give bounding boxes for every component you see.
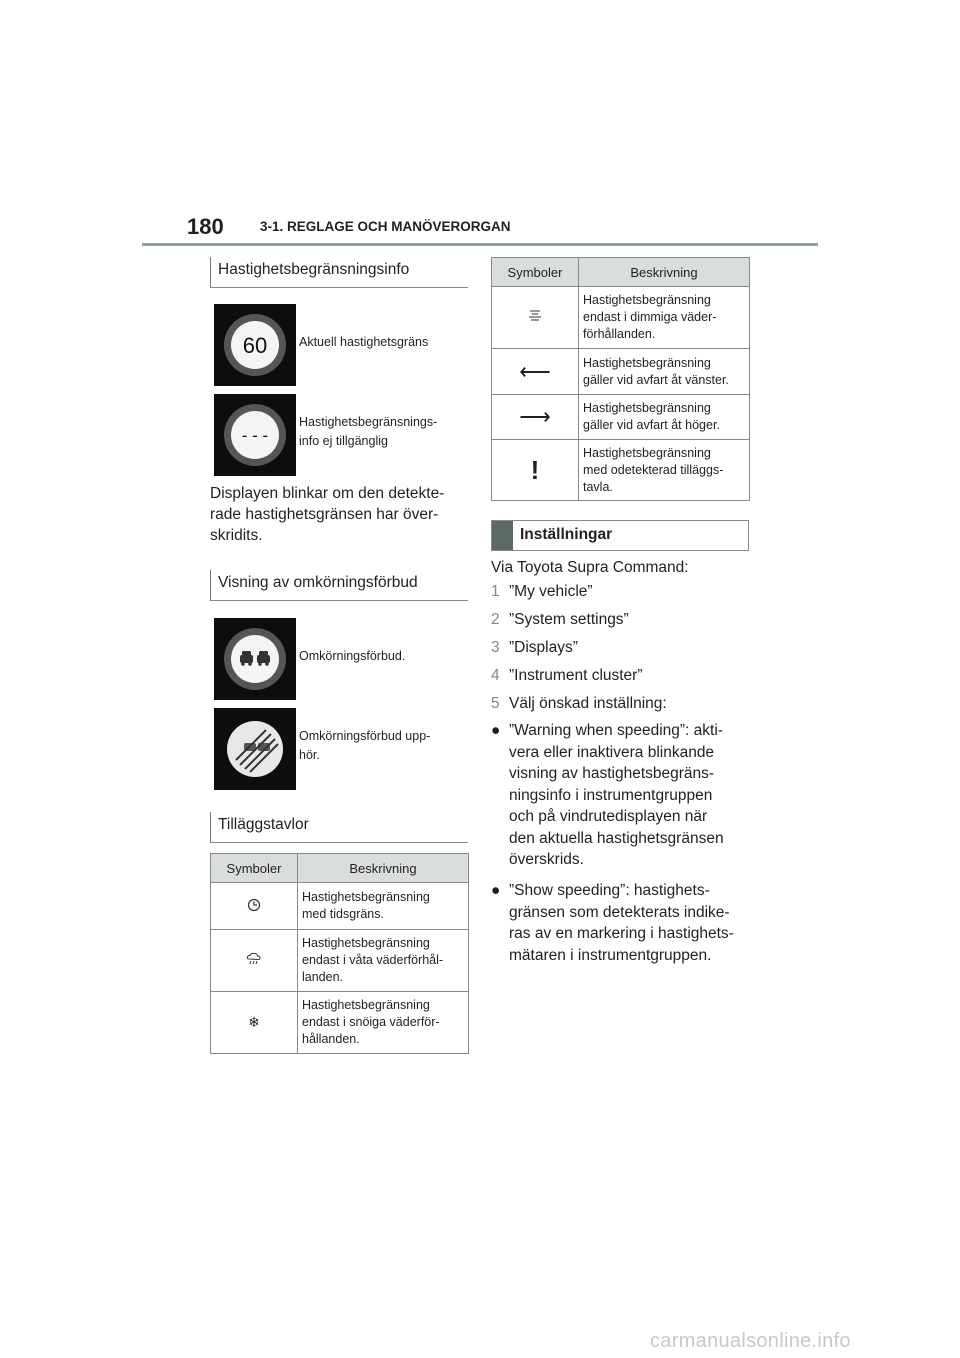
arrow-right-icon: ⟶ [492, 395, 579, 440]
arrow-left-icon: ⟵ [492, 349, 579, 395]
step-number: 2 [491, 611, 500, 628]
step-item [491, 634, 761, 662]
end-no-overtaking-sign-icon [214, 708, 296, 790]
bullet-dot: ● [491, 722, 501, 739]
settings-intro: Via Toyota Supra Command: [491, 559, 689, 576]
heading-accent-bar [492, 521, 513, 550]
row-description: Hastighetsbegränsning endast i våta väderförhål- landen. [298, 930, 469, 992]
clock-icon [211, 883, 298, 930]
sign-label-no-overtaking: Omkörningsförbud. [299, 649, 406, 663]
step-number: 4 [491, 667, 500, 684]
step-item [491, 578, 761, 606]
row-description: Hastighetsbegränsning endast i snöiga väderför- hållanden. [298, 992, 469, 1054]
blink-note: Displayen blinkar om den detekte- rade hastighetsgränsen har över- skridits. [210, 485, 445, 544]
step-text: ”Displays” [509, 639, 578, 656]
column-header-description: Beskrivning [579, 258, 750, 287]
chapter-title: 3-1. REGLAGE OCH MANÖVERORGAN [260, 219, 511, 234]
bullet-dot: ● [491, 882, 501, 899]
step-text: ”Instrument cluster” [509, 667, 643, 684]
unavailable-sign-text: - - - [241, 426, 269, 445]
column-header-description: Beskrivning [298, 854, 469, 883]
bullet-item [491, 720, 761, 871]
settings-title: Inställningar [520, 526, 613, 543]
speed-limit-unavailable-icon [214, 394, 296, 476]
table-row [492, 287, 750, 349]
column-header-symbols: Symboler [492, 258, 579, 287]
step-number: 3 [491, 639, 500, 656]
step-number: 5 [491, 695, 500, 712]
settings-steps [491, 578, 761, 718]
sign-label-info-unavailable: Hastighetsbegränsnings- info ej tillgänglig [299, 415, 438, 448]
section-heading-no-overtaking: Visning av omkörningsförbud [210, 570, 468, 601]
symbol-table [491, 257, 750, 501]
row-description: Hastighetsbegränsning gäller vid avfart åt vänster. [579, 349, 750, 395]
speed-sign-text: 60 [242, 333, 268, 358]
header-divider [142, 243, 818, 246]
step-item [491, 662, 761, 690]
section-heading-speed-limit-info: Hastighetsbegränsningsinfo [210, 257, 468, 288]
step-number: 1 [491, 583, 500, 600]
table-row [211, 930, 469, 992]
step-item [491, 690, 761, 718]
step-text: Välj önskad inställning: [509, 695, 667, 712]
speed-60-sign-icon [214, 304, 296, 386]
supplementary-table [210, 853, 469, 1054]
rain-cloud-icon [211, 930, 298, 992]
bullet-text: ”Warning when speeding”: akti- vera eller inaktivera blinkande visning av hastighetsbegräns- ningsinfo i instrumentgruppen och på vindrutedisplayen när den aktuella hastighetsgränsen överskrids. [509, 722, 724, 868]
section-heading-settings [491, 520, 749, 551]
fog-icon [492, 287, 579, 349]
watermark: carmanualsonline.info [650, 1330, 851, 1352]
step-item [491, 606, 761, 634]
column-header-symbols: Symboler [211, 854, 298, 883]
row-description: Hastighetsbegränsning endast i dimmiga väder- förhållanden. [579, 287, 750, 349]
sign-label-current-limit: Aktuell hastighetsgräns [299, 335, 429, 349]
table-row [492, 395, 750, 440]
row-description: Hastighetsbegränsning med odetekterad tilläggs- tavla. [579, 440, 750, 501]
table-row [211, 883, 469, 930]
table-row [492, 349, 750, 395]
section-heading-supplementary: Tilläggstavlor [210, 812, 468, 843]
no-overtaking-sign-icon [214, 618, 296, 700]
step-text: ”My vehicle” [509, 583, 593, 600]
table-row [492, 440, 750, 501]
row-description: Hastighetsbegränsning med tidsgräns. [298, 883, 469, 930]
step-text: ”System settings” [509, 611, 629, 628]
table-row [211, 992, 469, 1054]
bullet-item [491, 880, 761, 966]
snowflake-icon: ❄ [211, 992, 298, 1054]
row-description: Hastighetsbegränsning gäller vid avfart åt höger. [579, 395, 750, 440]
exclamation-icon: ! [492, 440, 579, 501]
page-number: 180 [187, 214, 224, 239]
bullet-text: ”Show speeding”: hastighets- gränsen som detekterats indike- ras av en markering i hastighets- mätaren i instrumentgruppen. [509, 882, 734, 964]
sign-label-end-no-overtaking: Omkörningsförbud upp- hör. [299, 729, 431, 762]
